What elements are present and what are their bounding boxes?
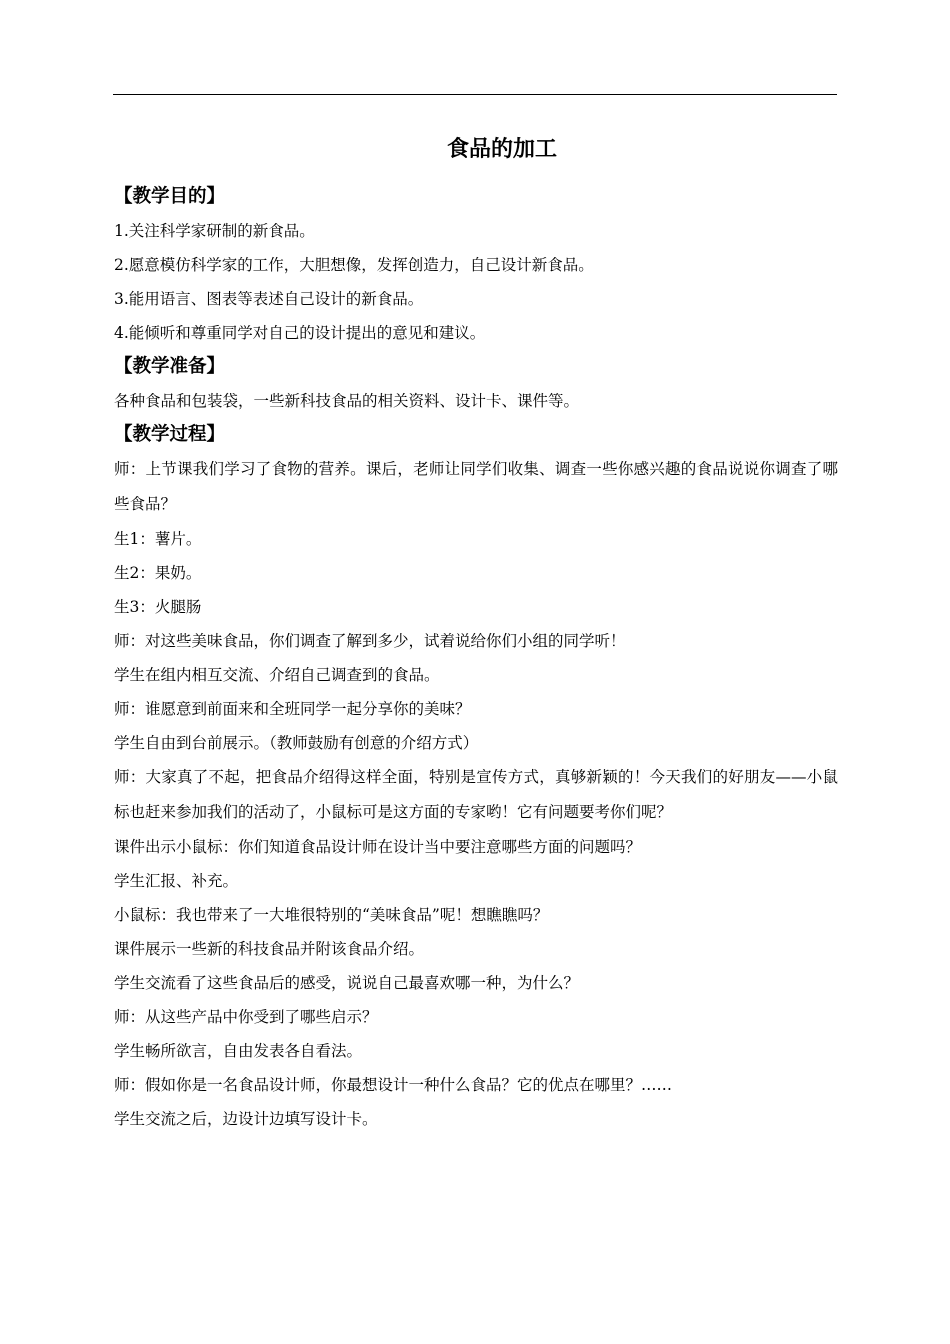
process-paragraph: 师：对这些美味食品，你们调查了解到多少，试着说给你们小组的同学听！ <box>114 632 626 650</box>
document-title: 食品的加工 <box>446 137 557 162</box>
section-heading-process: 【教学过程】 <box>114 424 226 445</box>
document-body <box>114 130 838 1136</box>
process-paragraph: 师：假如你是一名食品设计师，你最想设计一种什么食品？它的优点在哪里？…… <box>114 1076 673 1094</box>
process-paragraph: 师：大家真了不起，把食品介绍得这样全面，特别是宣传方式，真够新颖的！今天我们的好朋友——小鼠标也赶来参加我们的活动了，小鼠标可是这方面的专家哟！它有问题要考你们呢？ <box>114 768 838 821</box>
objective-item: 3.能用语言、图表等表述自己设计的新食品。 <box>114 290 424 308</box>
process-paragraph: 学生汇报、补充。 <box>114 872 239 890</box>
process-paragraph: 生2：果奶。 <box>114 564 202 582</box>
process-paragraph: 生3：火腿肠 <box>114 598 202 616</box>
process-paragraph: 师：谁愿意到前面来和全班同学一起分享你的美味？ <box>114 700 471 718</box>
objective-item: 4.能倾听和尊重同学对自己的设计提出的意见和建议。 <box>114 324 486 342</box>
process-paragraph: 学生自由到台前展示。（教师鼓励有创意的介绍方式） <box>114 734 479 752</box>
process-paragraph: 课件展示一些新的科技食品并附该食品介绍。 <box>114 940 425 958</box>
preparation-text: 各种食品和包装袋，一些新科技食品的相关资料、设计卡、课件等。 <box>114 392 580 410</box>
process-paragraph: 师：从这些产品中你受到了哪些启示？ <box>114 1008 378 1026</box>
objective-item: 1.关注科学家研制的新食品。 <box>114 222 315 240</box>
objective-item: 2.愿意模仿科学家的工作，大胆想像，发挥创造力，自己设计新食品。 <box>114 256 594 274</box>
process-paragraph: 师：上节课我们学习了食物的营养。课后，老师让同学们收集、调查一些你感兴趣的食品说说你调查了哪些食品？ <box>114 460 838 513</box>
process-paragraph: 课件出示小鼠标：你们知道食品设计师在设计当中要注意哪些方面的问题吗？ <box>114 838 642 856</box>
process-paragraph: 学生交流看了这些食品后的感受，说说自己最喜欢哪一种，为什么？ <box>114 974 580 992</box>
section-heading-objectives: 【教学目的】 <box>114 186 226 207</box>
header-rule <box>113 94 837 95</box>
process-paragraph: 生1：薯片。 <box>114 530 202 548</box>
process-paragraph: 小鼠标：我也带来了一大堆很特别的“美味食品”呢！想瞧瞧吗？ <box>114 906 549 924</box>
process-paragraph: 学生在组内相互交流、介绍自己调查到的食品。 <box>114 666 440 684</box>
section-heading-preparation: 【教学准备】 <box>114 356 226 377</box>
process-paragraph: 学生交流之后，边设计边填写设计卡。 <box>114 1110 378 1128</box>
process-paragraph: 学生畅所欲言，自由发表各自看法。 <box>114 1042 363 1060</box>
